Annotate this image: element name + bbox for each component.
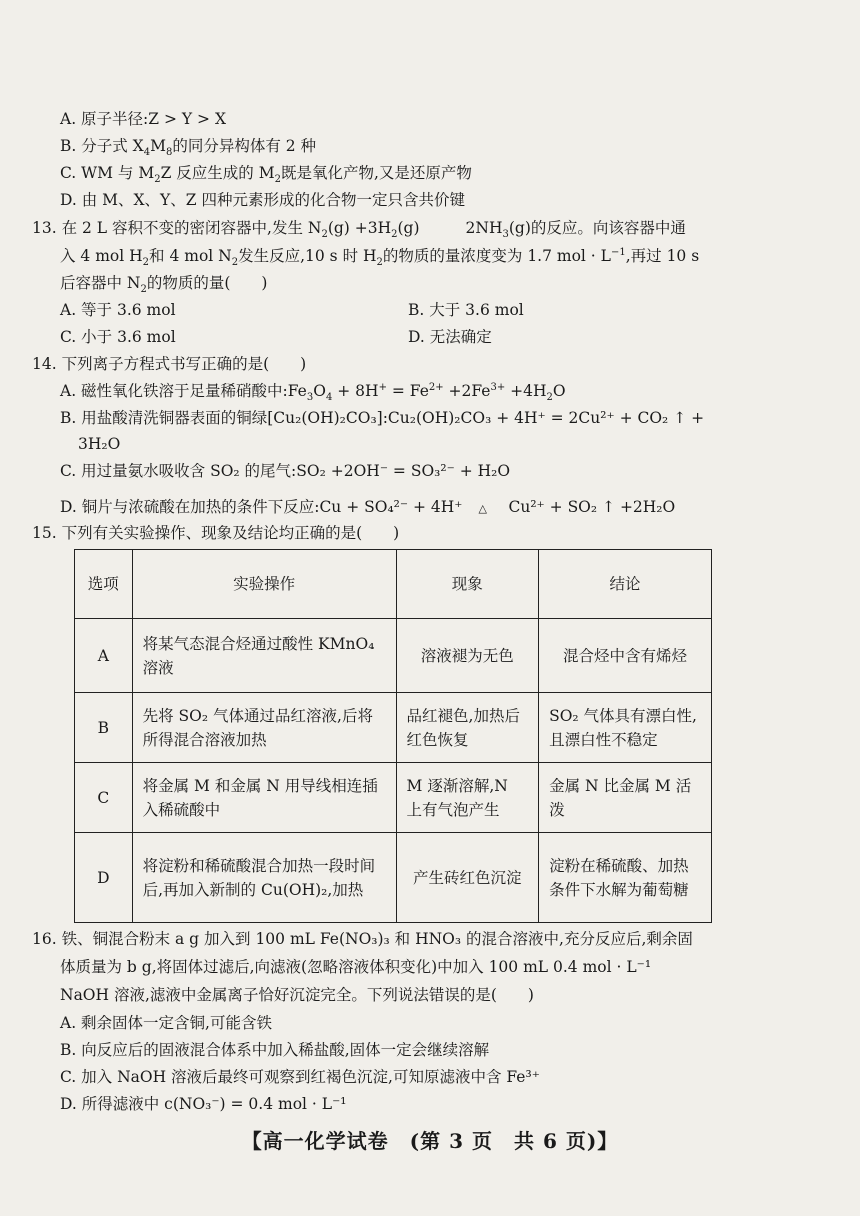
cell-phenomenon: 品红褪色,加热后红色恢复	[396, 693, 539, 763]
q12-c-sub1: 2	[154, 174, 161, 186]
q13-l2-pre: 入 4 mol H	[60, 247, 143, 265]
q13-option-d: D. 无法确定	[408, 328, 492, 346]
cell-phenomenon: 溶液褪为无色	[396, 619, 539, 693]
q14-d-post: Cu²⁺ + SO₂ ↑ +2H₂O	[508, 498, 676, 516]
q12-option-c	[60, 162, 472, 184]
q13-l2-mid2: 发生反应,10 s 时 H	[238, 247, 377, 265]
header-conclusion: 结论	[539, 550, 712, 619]
q14-option-b-line1: B. 用盐酸清洗铜器表面的铜绿[Cu₂(OH)₂CO₃]:Cu₂(OH)₂CO₃ + 4H⁺ = 2Cu²⁺ + CO₂ ↑ +	[60, 409, 705, 427]
q13-stem-line3	[60, 272, 267, 294]
header-option: 选项	[75, 550, 133, 619]
cell-conclusion: 金属 N 比金属 M 活泼	[539, 763, 712, 833]
cell-option: C	[75, 763, 133, 833]
q12-c-mid: Z 反应生成的 M	[160, 164, 275, 182]
header-operation: 实验操作	[132, 550, 396, 619]
q13-l1-mid1: (g) +3H	[327, 219, 392, 237]
q15-stem: 15. 下列有关实验操作、现象及结论均正确的是( )	[32, 524, 400, 542]
cell-phenomenon: M 逐渐溶解,N 上有气泡产生	[396, 763, 539, 833]
q14-a-pre: A. 磁性氧化铁溶于足量稀硝酸中:Fe	[60, 382, 307, 400]
q16-option-c: C. 加入 NaOH 溶液后最终可观察到红褐色沉淀,可知原滤液中含 Fe³⁺	[60, 1068, 540, 1086]
q14-a-s3: 2	[546, 392, 553, 404]
q13-l3-pre: 后容器中 N	[60, 274, 141, 292]
q16-stem-line1: 16. 铁、铜混合粉末 a g 加入到 100 mL Fe(NO₃)₃ 和 HNO₃ 的混合溶液中,充分反应后,剩余固	[32, 930, 693, 948]
table-row	[75, 693, 712, 763]
q13-l1-mid3: 2NH	[465, 219, 503, 237]
q14-option-a	[60, 380, 566, 402]
table-row	[75, 619, 712, 693]
q13-l1-mid2: (g)	[397, 219, 420, 237]
heat-triangle-icon: △	[478, 502, 487, 515]
cell-option: D	[75, 833, 133, 923]
q12-b-sub1: 4	[143, 147, 151, 159]
q14-option-b-line2: 3H₂O	[78, 435, 121, 453]
cell-conclusion: SO₂ 气体具有漂白性,且漂白性不稳定	[539, 693, 712, 763]
q12-b-m: M	[150, 137, 166, 155]
table-row	[75, 833, 712, 923]
cell-operation: 将金属 M 和金属 N 用导线相连插入稀硫酸中	[132, 763, 396, 833]
q16-option-b: B. 向反应后的固液混合体系中加入稀盐酸,固体一定会继续溶解	[60, 1041, 490, 1059]
q12-c-pre: C. WM 与 M	[60, 164, 155, 182]
q13-option-a: A. 等于 3.6 mol	[60, 301, 176, 319]
q14-a-post: O	[552, 382, 566, 400]
q14-option-c: C. 用过量氨水吸收含 SO₂ 的尾气:SO₂ +2OH⁻ = SO₃²⁻ + H₂O	[60, 462, 511, 480]
q13-l2-sub2: 2	[231, 257, 239, 269]
header-phenomenon: 现象	[396, 550, 539, 619]
q12-option-b	[60, 135, 316, 157]
q13-l1-sub1: 2	[321, 229, 328, 241]
cell-conclusion: 混合烃中含有烯烃	[539, 619, 712, 693]
q16-option-d: D. 所得滤液中 c(NO₃⁻) = 0.4 mol · L⁻¹	[60, 1095, 347, 1113]
q13-l1-sub2: 2	[391, 229, 398, 241]
q13-l2-mid1: 和 4 mol N	[149, 247, 232, 265]
q14-a-m4: +2Fe	[443, 382, 491, 400]
q13-option-c: C. 小于 3.6 mol	[60, 328, 176, 346]
page-footer: 【高一化学试卷 (第 3 页 共 6 页)】	[241, 1129, 619, 1153]
q16-option-a: A. 剩余固体一定含铜,可能含铁	[60, 1014, 272, 1032]
q13-l3-post: 的物质的量( )	[146, 274, 268, 292]
table-header-row	[75, 550, 712, 619]
q14-d-pre: D. 铜片与浓硫酸在加热的条件下反应:Cu + SO₄²⁻ + 4H⁺	[60, 498, 463, 516]
q12-b-post: 的同分异构体有 2 种	[172, 137, 317, 155]
q13-l3-sub1: 2	[140, 284, 147, 296]
q14-a-m2: + 8H	[332, 382, 379, 400]
q12-b-sub2: 8	[165, 147, 173, 159]
cell-option: B	[75, 693, 133, 763]
cell-conclusion: 淀粉在稀硫酸、加热条件下水解为葡萄糖	[539, 833, 712, 923]
q14-option-d	[60, 496, 675, 518]
q12-option-d: D. 由 M、X、Y、Z 四种元素形成的化合物一定只含共价键	[60, 191, 465, 209]
q13-l1-post: (g)的反应。向该容器中通	[508, 219, 686, 237]
q13-stem-line1	[32, 217, 686, 239]
q14-a-m1: O	[313, 382, 326, 400]
q12-c-post: 既是氧化产物,又是还原产物	[280, 164, 472, 182]
cell-phenomenon: 产生砖红色沉淀	[396, 833, 539, 923]
q16-stem-line3: NaOH 溶液,滤液中金属离子恰好沉淀完全。下列说法错误的是( )	[60, 986, 534, 1004]
q13-l2-post: ,再过 10 s	[625, 247, 700, 265]
q15-table	[74, 549, 712, 923]
q12-b-pre: B. 分子式 X	[60, 137, 144, 155]
q13-l2-sup: −1	[610, 246, 626, 258]
q16-stem-line2: 体质量为 b g,将固体过滤后,向滤液(忽略溶液体积变化)中加入 100 mL 0.4 mol · L⁻¹	[60, 958, 652, 976]
q14-a-p3: 3+	[490, 381, 506, 393]
cell-option: A	[75, 619, 133, 693]
cell-operation: 先将 SO₂ 气体通过品红溶液,后将所得混合溶液加热	[132, 693, 396, 763]
q13-l1-pre: 13. 在 2 L 容积不变的密闭容器中,发生 N	[32, 219, 322, 237]
cell-operation: 将淀粉和稀硫酸混合加热一段时间后,再加入新制的 Cu(OH)₂,加热	[132, 833, 396, 923]
q14-stem: 14. 下列离子方程式书写正确的是( )	[32, 355, 307, 373]
q14-a-s2: 4	[325, 392, 333, 404]
q14-a-p1: +	[378, 381, 387, 393]
q13-l2-mid3: 的物质的量浓度变为 1.7 mol · L	[382, 247, 611, 265]
cell-operation: 将某气态混合烃通过酸性 KMnO₄溶液	[132, 619, 396, 693]
q13-l2-sub3: 2	[376, 257, 383, 269]
q14-a-m3: = Fe	[386, 382, 429, 400]
q14-a-s1: 3	[306, 392, 314, 404]
q14-a-m5: +4H	[505, 382, 547, 400]
q14-a-p2: 2+	[428, 381, 444, 393]
q13-stem-line2	[60, 245, 699, 267]
q13-l2-sub1: 2	[142, 257, 150, 269]
q13-l1-sub3: 3	[502, 229, 509, 241]
table-row	[75, 763, 712, 833]
q12-c-sub2: 2	[274, 174, 281, 186]
q13-option-b: B. 大于 3.6 mol	[408, 301, 524, 319]
q12-option-a: A. 原子半径:Z > Y > X	[60, 110, 226, 128]
